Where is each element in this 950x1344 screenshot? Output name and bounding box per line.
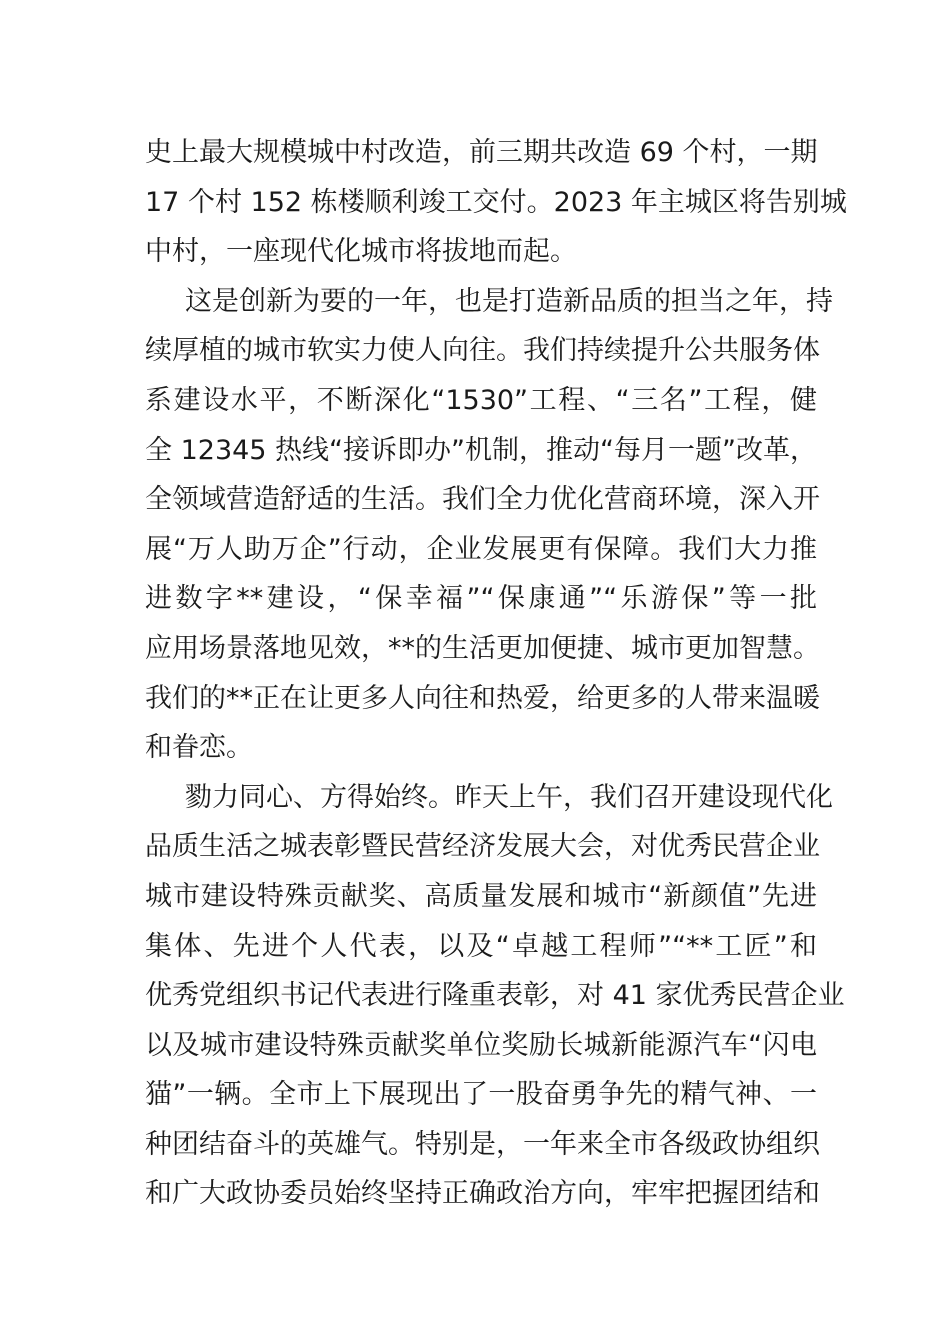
text-line: 种团结奋斗的英雄气。特别是，一年来全市各级政协组织 [145,1128,820,1160]
text-line: 我们的**正在让更多人向往和热爱，给更多的人带来温暖 [145,682,820,714]
text-line: 勠力同心、方得始终。昨天上午，我们召开建设现代化 [185,781,833,813]
text-line: 续厚植的城市软实力使人向往。我们持续提升公共服务体 [145,335,820,367]
text-line: 17 个村 152 栋楼顺利竣工交付。2023 年主城区将告别城 [145,186,847,218]
text-line: 应用场景落地见效，**的生活更加便捷、城市更加智慧。 [145,632,820,664]
text-line: 优秀党组织书记代表进行隆重表彰，对 41 家优秀民营企业 [145,980,845,1012]
paragraph [145,773,845,1219]
text-line: 进数字**建设，“保幸福”“保康通”“乐游保”等一批 [145,583,817,615]
text-line: 品质生活之城表彰暨民营经济发展大会，对优秀民营企业 [145,831,820,863]
text-line: 集体、先进个人代表，以及“卓越工程师”“**工匠”和 [145,930,817,962]
text-line: 这是创新为要的一年，也是打造新品质的担当之年，持 [185,285,833,317]
text-line: 展“万人助万企”行动，企业发展更有保障。我们大力推 [145,533,817,565]
text-line: 城市建设特殊贡献奖、高质量发展和城市“新颜值”先进 [145,880,817,912]
paragraph [145,128,847,277]
paragraph [145,277,833,773]
text-line: 全领域营造舒适的生活。我们全力优化营商环境，深入开 [145,484,820,516]
text-line: 史上最大规模城中村改造，前三期共改造 69 个村，一期 [145,137,818,168]
text-line: 和广大政协委员始终坚持正确政治方向，牢牢把握团结和 [145,1178,820,1210]
text-line: 全 12345 热线“接诉即办”机制，推动“每月一题”改革， [145,434,818,466]
document-body [145,128,847,1219]
text-line: 以及城市建设特殊贡献奖单位奖励长城新能源汽车“闪电 [145,1029,817,1061]
text-line: 猫”一辆。全市上下展现出了一股奋勇争先的精气神、一 [145,1079,817,1111]
text-line: 系建设水平，不断深化“1530”工程、“三名”工程，健 [145,384,817,416]
text-line: 中村，一座现代化城市将拔地而起。 [145,236,577,268]
text-line: 和眷恋。 [145,732,253,764]
